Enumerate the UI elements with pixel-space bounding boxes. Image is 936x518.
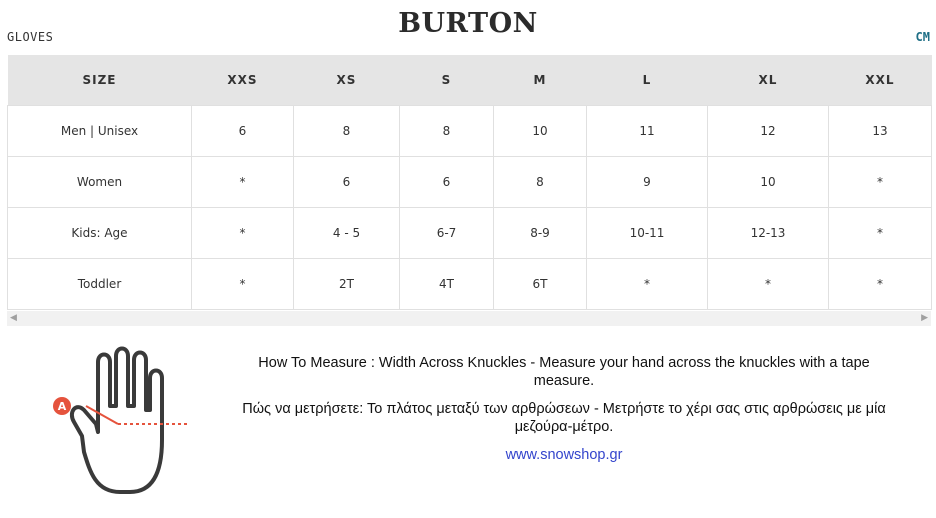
row-label: Women (8, 157, 192, 208)
instructions-greek: Πώς να μετρήσετε: Το πλάτος μεταξύ των αρθρώσεων - Μετρήστε το χέρι σας στις αρθρώσεις με μία μεζούρα-μέτρο. (242, 401, 886, 435)
table-cell: 4 - 5 (294, 208, 400, 259)
column-header-xs: XS (294, 55, 400, 106)
horizontal-scrollbar[interactable] (7, 311, 931, 326)
marker-label: A (57, 400, 67, 413)
table-cell: * (708, 259, 829, 310)
column-header-xl: XL (708, 55, 829, 106)
header-row (8, 55, 932, 106)
column-header-l: L (587, 55, 708, 106)
unit-label: CM (915, 30, 930, 44)
column-header-size: SIZE (8, 55, 192, 106)
section-title: GLOVES (7, 30, 54, 44)
table-cell: 11 (587, 106, 708, 157)
hand-outline-icon (50, 344, 210, 496)
row-label: Men | Unisex (8, 106, 192, 157)
column-header-m: M (494, 55, 587, 106)
column-header-xxl: XXL (829, 55, 932, 106)
table-cell: 6 (192, 106, 294, 157)
table-cell: 10 (494, 106, 587, 157)
table-cell: * (587, 259, 708, 310)
table-cell: 8 (494, 157, 587, 208)
table-cell: 2T (294, 259, 400, 310)
table-cell: 6 (400, 157, 494, 208)
table-cell: 8 (294, 106, 400, 157)
table-cell: 8-9 (494, 208, 587, 259)
column-header-xxs: XXS (192, 55, 294, 106)
size-chart-table (7, 55, 932, 310)
instructions-english: How To Measure : Width Across Knuckles - Measure your hand across the knuckles with a tape measure. (258, 355, 870, 389)
column-header-s: S (400, 55, 494, 106)
table-cell: 13 (829, 106, 932, 157)
table-cell: * (829, 157, 932, 208)
table-cell: 10-11 (587, 208, 708, 259)
table-cell: 6-7 (400, 208, 494, 259)
table-cell: 4T (400, 259, 494, 310)
row-label: Kids: Age (8, 208, 192, 259)
table-cell: 6 (294, 157, 400, 208)
table-cell: * (192, 208, 294, 259)
scroll-left-arrow-icon[interactable]: ◀ (10, 313, 17, 323)
table-cell: * (829, 259, 932, 310)
table-cell: * (829, 208, 932, 259)
table-cell: 10 (708, 157, 829, 208)
brand-logo: BURTON (398, 8, 538, 39)
scroll-right-arrow-icon[interactable]: ▶ (921, 313, 928, 323)
table-cell: 12-13 (708, 208, 829, 259)
table-cell: 12 (708, 106, 829, 157)
table-cell: 8 (400, 106, 494, 157)
table-row-kids (8, 208, 932, 259)
table-row-women (8, 157, 932, 208)
shop-link[interactable]: www.snowshop.gr (505, 447, 623, 463)
table-cell: * (192, 157, 294, 208)
measure-instructions (230, 354, 898, 474)
table-row-toddler (8, 259, 932, 310)
table-row-men (8, 106, 932, 157)
row-label: Toddler (8, 259, 192, 310)
table-cell: * (192, 259, 294, 310)
table-cell: 9 (587, 157, 708, 208)
table-cell: 6T (494, 259, 587, 310)
